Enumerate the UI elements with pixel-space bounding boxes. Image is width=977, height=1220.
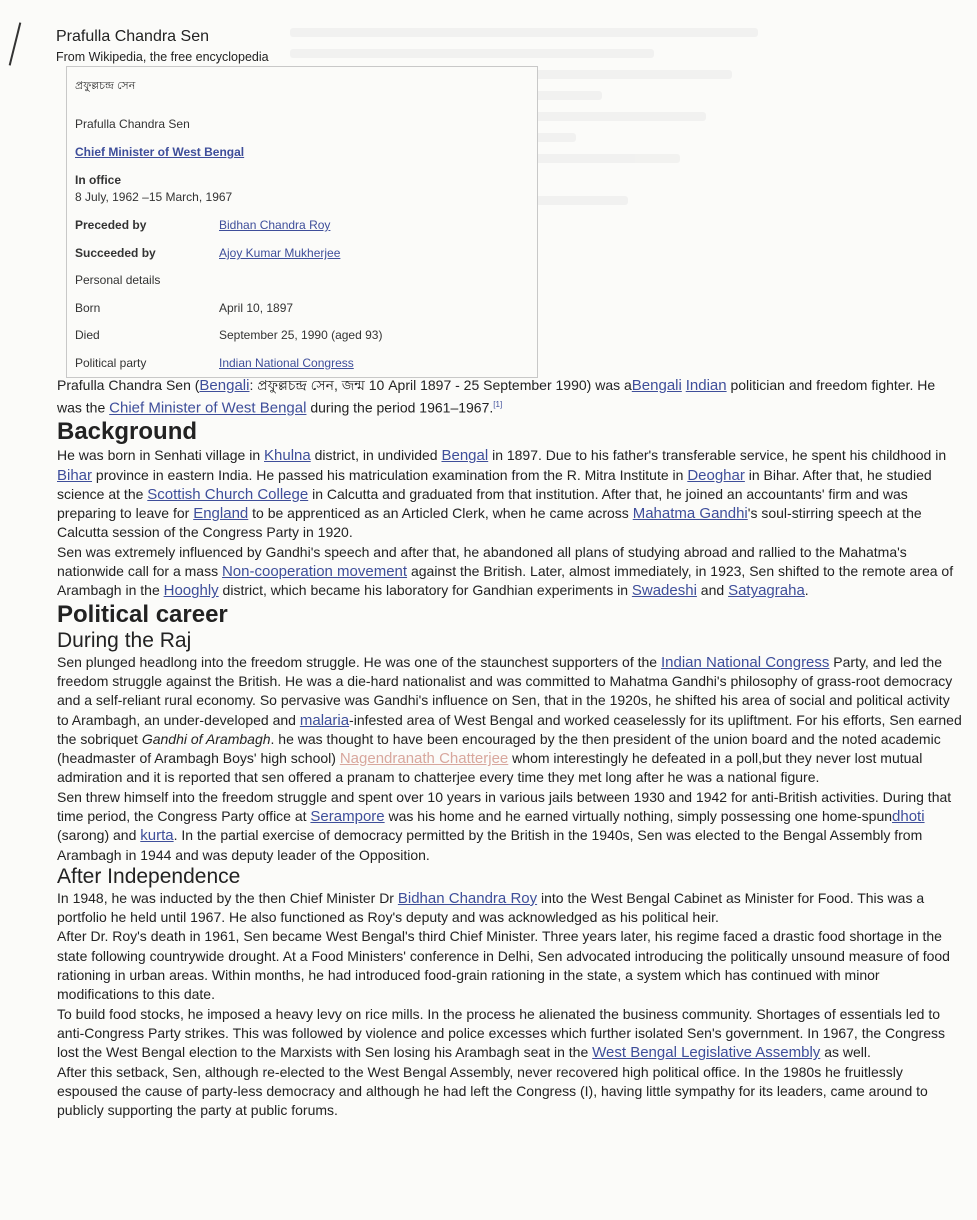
after-paragraph-4: After this setback, Sen, although re-elected to the West Bengal Assembly, never recovered high political office. In the 1980s he fruitlessly espoused the cause of party-less democracy and although he had left the Congress (I), having little sympathy for its leaders, came around to publicly supporting the party at public forums.: [57, 1063, 928, 1119]
link-kurta[interactable]: kurta: [140, 827, 174, 845]
link-deoghar[interactable]: Deoghar: [687, 466, 745, 484]
infobox-died-label: Died: [75, 328, 100, 342]
intro-paragraph: Prafulla Chandra Sen (Bengali: প্রফুল্লচন্দ্র সেন, জন্ম 10 April 1897 - 25 September 1990) was aBengali Indian politician and freedom fighter. He was the Chief Minister of West Bengal during the period 1961–1967.[1]: [57, 377, 936, 417]
link-hooghly[interactable]: Hooghly: [163, 582, 219, 600]
after-paragraph-3: To build food stocks, he imposed a heavy levy on rice mills. In the process he alienated the business community. Shortages of essentials led to anti-Congress Party strikes. This was followed by violence and police excesses which further isolated Sen's government. In 1967, the Congress lost the West Bengal election to the Marxists with Sen losing his Arambagh seat in the West Bengal Legislative Assembly as well.: [57, 1005, 945, 1062]
infobox-term: 8 July, 1962 –15 March, 1967: [75, 190, 233, 204]
link-non-cooperation[interactable]: Non-cooperation movement: [221, 563, 408, 581]
infobox-native-name: প্রফুল্লচন্দ্র সেন: [75, 80, 136, 92]
link-bengali-language[interactable]: Bengali: [199, 377, 250, 394]
infobox-name: Prafulla Chandra Sen: [75, 117, 190, 131]
after-paragraph-1: In 1948, he was inducted by the then Chief Minister Dr Bidhan Chandra Roy into the West Bengal Cabinet as Minister for Food. This was a portfolio he held until 1967. He also functioned as Roy's deputy and was acknowledged as his political heir.: [57, 889, 925, 926]
link-scottish-church-college[interactable]: Scottish Church College: [147, 485, 309, 503]
link-west-bengal-legislative-assembly[interactable]: West Bengal Legislative Assembly: [592, 1044, 821, 1062]
heading-background: Background: [57, 418, 198, 446]
link-bengali[interactable]: Bengali: [631, 377, 682, 394]
link-dhoti[interactable]: dhoti: [892, 808, 925, 825]
infobox-party-link[interactable]: Indian National Congress: [219, 356, 354, 370]
infobox-in-office-label: In office: [75, 173, 122, 187]
after-paragraph-2: After Dr. Roy's death in 1961, Sen became West Bengal's third Chief Minister. Three years later, his regime faced a drastic food shortage in the state following countrywide drought. At a Food Ministers' conference in Delhi, Sen advocated introducing the politically unsound measure of food rationing in urban areas. Within months, he had introduced food-grain rationing in the state, a system which has continued with minor modifications to this date.: [57, 928, 950, 1003]
heading-during-the-raj: During the Raj: [57, 628, 192, 652]
link-indian-national-congress[interactable]: Indian National Congress: [660, 653, 830, 671]
heading-political-career: Political career: [57, 600, 228, 628]
link-khulna[interactable]: Khulna: [264, 447, 311, 465]
link-nagendranath-chatterjee[interactable]: Nagendranath Chatterjee: [339, 750, 509, 768]
infobox: [66, 66, 538, 378]
heading-after-independence: After Independence: [57, 864, 241, 888]
link-malaria[interactable]: malaria: [299, 711, 350, 729]
raj-paragraph-1: Sen plunged headlong into the freedom struggle. He was one of the staunchest supporters of the Indian National Congress Party, and led the freedom struggle against the British. He was a die-hard nationalist and was committed to Mahatma Gandhi's philosophy of grass-root democracy and a self-reliant rural economy. So pervasive was Gandhi's influence on Sen, that in the 1920s, he shifted his area of social and political activity to Arambagh, an under-developed and malaria-infested area of West Bengal and worked ceaselessly for its upliftment. For his efforts, Sen earned the sobriquet Gandhi of Arambagh. he was thought to have been encouraged by the then president of the union board and the noted academic (headmaster of Arambagh Boys' high school) Nagendranath Chatterjee whom interestingly he defeated in a poll,but they never lost mutual admiration and it is reported that sen offered a pranam to chatterjee every time they met long after he was a national figure.: [57, 653, 962, 786]
pen-mark: [9, 22, 22, 65]
link-chief-minister[interactable]: Chief Minister of West Bengal: [109, 399, 307, 417]
page-title: Prafulla Chandra Sen: [56, 28, 209, 45]
background-paragraph-1: He was born in Senhati village in Khulna district, in undivided Bengal in 1897. Due to his father's transferable service, he spent his childhood in Bihar province in eastern India. He passed his matriculation examination from the R. Mitra Institute in Deoghar in Bihar. After that, he studied science at the Scottish Church College in Calcutta and graduated from that institution. After that, he joined an accountants' firm and was preparing to leave for England to be apprenticed as an Articled Clerk, when he came across Mahatma Gandhi's soul-stirring speech at the Calcutta session of the Congress Party in 1920.: [57, 447, 947, 541]
infobox-preceded-label: Preceded by: [75, 218, 147, 232]
reference-1[interactable]: [1]: [493, 400, 503, 410]
link-serampore[interactable]: Serampore: [310, 808, 385, 825]
link-bihar[interactable]: Bihar: [57, 466, 93, 484]
page-subtitle: From Wikipedia, the free encyclopedia: [56, 50, 269, 64]
infobox-died-value: September 25, 1990 (aged 93): [219, 328, 383, 342]
background-paragraph-2: Sen was extremely influenced by Gandhi's speech and after that, he abandoned all plans of studying abroad and rallied to the Mahatma's nationwide call for a mass Non-cooperation movement against the British. Later, almost immediately, in 1923, Sen shifted to the remote area of Arambagh in the Hooghly district, which became his laboratory for Gandhian experiments in Swadeshi and Satyagraha.: [57, 543, 954, 600]
article-body: [57, 376, 962, 1120]
infobox-office-link[interactable]: Chief Minister of West Bengal: [75, 145, 245, 159]
link-mahatma-gandhi[interactable]: Mahatma Gandhi: [632, 505, 748, 523]
raj-paragraph-2: Sen threw himself into the freedom struggle and spent over 10 years in various jails between 1930 and 1942 for anti-British activities. During that time period, the Congress Party office at Serampore was his home and he earned virtually nothing, simply possessing one home-spundhoti (sarong) and kurta. In the partial exercise of democracy permitted by the British in the 1940s, Sen was elected to the Bengal Assembly from Arambagh in 1944 and was deputy leader of the Opposition.: [57, 788, 952, 863]
link-satyagraha[interactable]: Satyagraha: [728, 582, 805, 600]
infobox-personal-label: Personal details: [75, 273, 161, 287]
link-indian[interactable]: Indian: [685, 377, 727, 394]
infobox-party-label: Political party: [75, 356, 147, 370]
infobox-succeeded-link[interactable]: Ajoy Kumar Mukherjee: [219, 246, 341, 260]
link-swadeshi[interactable]: Swadeshi: [631, 582, 697, 600]
infobox-born-value: April 10, 1897: [219, 301, 294, 315]
link-bidhan-chandra-roy[interactable]: Bidhan Chandra Roy: [397, 889, 538, 907]
sobriquet: Gandhi of Arambagh: [141, 730, 271, 747]
link-bengal[interactable]: Bengal: [441, 447, 489, 465]
link-england[interactable]: England: [193, 505, 249, 523]
infobox-succeeded-label: Succeeded by: [75, 246, 156, 260]
infobox-born-label: Born: [75, 301, 101, 315]
infobox-preceded-link[interactable]: Bidhan Chandra Roy: [219, 218, 331, 232]
